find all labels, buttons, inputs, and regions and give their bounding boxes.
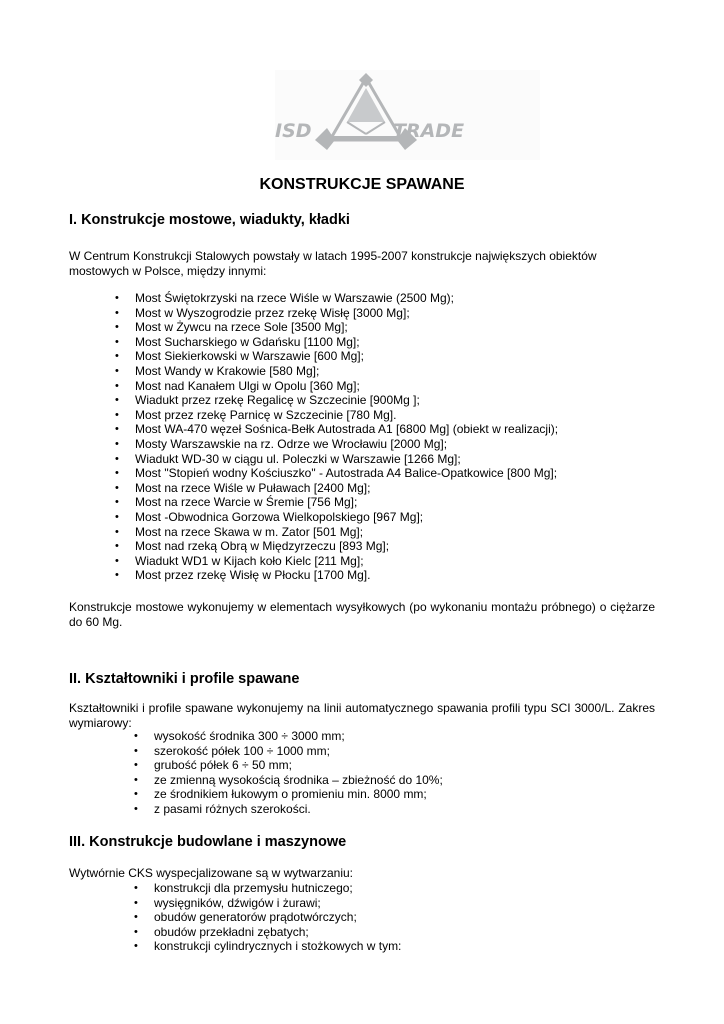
- section3-heading: III. Konstrukcje budowlane i maszynowe: [69, 834, 347, 850]
- section1-list: [135, 291, 558, 583]
- list-item: • obudów generatorów prądotwórczych;: [154, 910, 401, 925]
- section3-intro: Wytwórnie CKS wyspecjalizowane są w wytwarzaniu:: [69, 866, 353, 880]
- list-item: • wysięgników, dźwigów i żurawi;: [154, 896, 401, 911]
- section2-heading: II. Kształtowniki i profile spawane: [69, 671, 300, 687]
- list-item: • grubość półek 6 ÷ 50 mm;: [154, 758, 443, 773]
- list-item: • Wiadukt WD1 w Kijach koło Kielc [211 Mg];: [135, 554, 558, 569]
- list-item: • Most Siekierkowski w Warszawie [600 Mg];: [135, 349, 558, 364]
- list-item: • Most -Obwodnica Gorzowa Wielkopolskiego [967 Mg];: [135, 510, 558, 525]
- list-item: • Most WA-470 węzeł Sośnica-Bełk Autostrada A1 [6800 Mg] (obiekt w realizacji);: [135, 422, 558, 437]
- list-item: • Most Świętokrzyski na rzece Wiśle w Warszawie (2500 Mg);: [135, 291, 558, 306]
- list-item: • konstrukcji cylindrycznych i stożkowych w tym:: [154, 939, 401, 954]
- list-item: • ze środnikiem łukowym o promieniu min. 8000 mm;: [154, 787, 443, 802]
- list-item: • Most w Wyszogrodzie przez rzekę Wisłę [3000 Mg];: [135, 306, 558, 321]
- list-item: • wysokość środnika 300 ÷ 3000 mm;: [154, 729, 443, 744]
- list-item: • Most przez rzekę Wisłę w Płocku [1700 Mg].: [135, 568, 558, 583]
- list-item: • Wiadukt przez rzekę Regalicę w Szczecinie [900Mg ];: [135, 393, 558, 408]
- list-item: • ze zmienną wysokością środnika – zbieżność do 10%;: [154, 773, 443, 788]
- logo-left-text: ISD: [275, 120, 312, 142]
- logo-graphic: [275, 70, 540, 160]
- list-item: • Most przez rzekę Parnicę w Szczecinie [780 Mg].: [135, 408, 558, 423]
- list-item: • Wiadukt WD-30 w ciągu ul. Poleczki w Warszawie [1266 Mg];: [135, 452, 558, 467]
- list-item: • Most "Stopień wodny Kościuszko" - Autostrada A4 Balice-Opatkowice [800 Mg];: [135, 466, 558, 481]
- section2-list: [154, 729, 443, 817]
- list-item: • Most Wandy w Krakowie [580 Mg];: [135, 364, 558, 379]
- list-item: • Mosty Warszawskie na rz. Odrze we Wrocławiu [2000 Mg];: [135, 437, 558, 452]
- list-item: • konstrukcji dla przemysłu hutniczego;: [154, 881, 401, 896]
- section1-intro: W Centrum Konstrukcji Stalowych powstały w latach 1995-2007 konstrukcje największych obiektów mostowych w Polsce, między innymi:: [69, 249, 597, 278]
- list-item: • Most na rzece Skawa w m. Zator [501 Mg];: [135, 525, 558, 540]
- list-item: • Most Sucharskiego w Gdańsku [1100 Mg];: [135, 335, 558, 350]
- isd-trade-logo: [275, 70, 540, 160]
- section2-intro: Kształtowniki i profile spawane wykonujemy na linii automatycznego spawania profili typu SCI 3000/L. Zakres wymiarowy:: [69, 701, 655, 730]
- list-item: • Most na rzece Warcie w Śremie [756 Mg];: [135, 495, 558, 510]
- section1-outro: Konstrukcje mostowe wykonujemy w elementach wysyłkowych (po wykonaniu montażu próbnego) o ciężarze do 60 Mg.: [69, 600, 655, 629]
- section1-heading: I. Konstrukcje mostowe, wiadukty, kładki: [69, 212, 350, 228]
- list-item: • Most nad Kanałem Ulgi w Opolu [360 Mg];: [135, 379, 558, 394]
- list-item: • Most nad rzeką Obrą w Międzyrzeczu [893 Mg];: [135, 539, 558, 554]
- list-item: • szerokość półek 100 ÷ 1000 mm;: [154, 744, 443, 759]
- logo-right-text: TRADE: [393, 120, 465, 142]
- list-item: • z pasami różnych szerokości.: [154, 802, 443, 817]
- list-item: • obudów przekładni zębatych;: [154, 925, 401, 940]
- list-item: • Most na rzece Wiśle w Puławach [2400 Mg];: [135, 481, 558, 496]
- page-title: KONSTRUKCJE SPAWANE: [259, 176, 465, 193]
- list-item: • Most w Żywcu na rzece Sole [3500 Mg];: [135, 320, 558, 335]
- section3-list: [154, 881, 401, 954]
